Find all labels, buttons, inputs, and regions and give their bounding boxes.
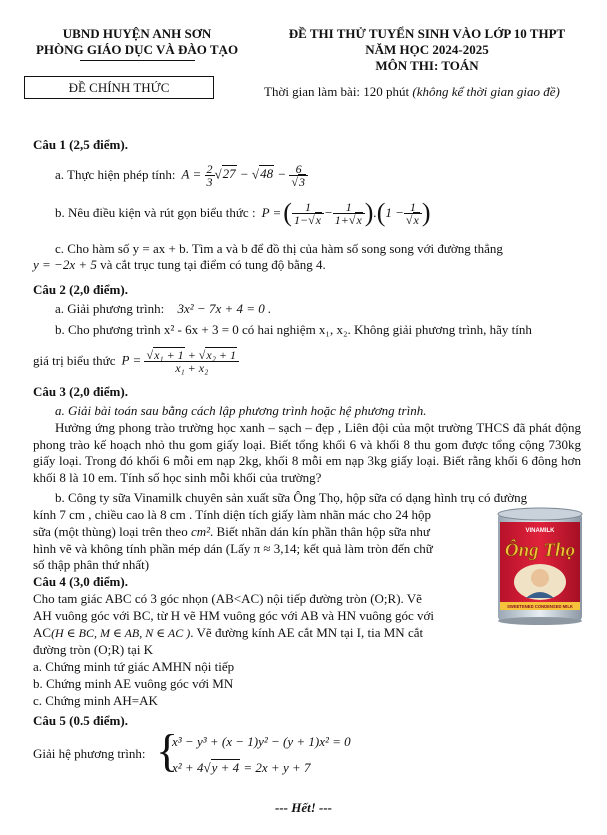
q3b-line1: b. Công ty sữa Vinamilk chuyên sản xuất sữa Ông Thọ, hộp sữa có dạng hình trụ có đường xyxy=(55,490,528,505)
system-eq2: x² + 4√y + 4 = 2x + y + 7 xyxy=(172,760,311,775)
q4b: b. Chứng minh AE vuông góc với MN xyxy=(33,676,234,691)
q3b-line5: số thập phân thứ nhất) xyxy=(33,557,150,572)
portrait-face xyxy=(531,569,549,587)
q3b-line4: hình vẽ và không tính phần mép dán (Lấy π ≈ 3,14; kết quả làm tròn đến chữ xyxy=(33,541,433,556)
q1c-rest: và cắt trục tung tại điểm có tung độ bằng 4. xyxy=(96,257,326,272)
q3b-line2: kính 7 cm , chiều cao là 8 cm . Tính diện tích giấy làm nhãn mác cho 24 hộp xyxy=(33,507,431,522)
department-name: PHÒNG GIÁO DỤC VÀ ĐÀO TẠO xyxy=(35,42,239,57)
q4-title: Câu 4 (3,0 điểm). xyxy=(33,574,128,589)
q1b xyxy=(55,196,431,230)
q3b-line3b: . Biết nhãn dán kín phần thân hộp sữa như xyxy=(210,524,430,539)
time-note: (không kể thời gian giao đề) xyxy=(412,84,560,99)
q1c-line1: c. Cho hàm số y = ax + b. Tìm a và b để đồ thị của hàm số song song với đường thẳng xyxy=(55,241,503,256)
q1a-text: a. Thực hiện phép tính: xyxy=(55,167,176,182)
end-marker: --- Hết! --- xyxy=(274,800,333,815)
q1-title: Câu 1 (2,5 điểm). xyxy=(33,137,128,152)
milk-can-image xyxy=(494,506,586,626)
system-brace: { xyxy=(156,725,179,776)
can-lid xyxy=(498,508,582,520)
q2b-text2: giá trị biểu thức xyxy=(33,353,116,368)
q1b-text: b. Nêu điều kiện và rút gọn biểu thức : xyxy=(55,205,256,220)
q4-line3a: AC xyxy=(33,625,52,640)
q1b-formula: P = ( $\frac{1}{1-√x}$ − $\frac{1}{1+√x}$ ) . ( 1 − $\frac{1}{√x}$ ) xyxy=(261,198,431,227)
q3b-line3 xyxy=(33,524,430,540)
q2-title: Câu 2 (2,0 điểm). xyxy=(33,282,128,297)
time-text: Thời gian làm bài: 120 phút xyxy=(264,84,410,99)
q2b-line1: b. Cho phương trình x² - 6x + 3 = 0 có hai nghiệm x₁, x₂. Không giải phương trình, hãy tính xyxy=(55,322,532,337)
q2b-formula: P = $\frac{\text{√x₁ + 1 + √x₂ + 1}}{\text{x₁ + x₂}}$ xyxy=(122,349,239,374)
label-text: SWEETENED CONDENSED MILK xyxy=(507,604,573,609)
q1c-line-eq: y = −2x + 5 xyxy=(33,257,97,272)
system-eq1: x³ − y³ + (x − 1)y² − (y + 1)x² = 0 xyxy=(172,734,351,749)
official-box xyxy=(24,76,214,99)
q3a-body: Hưởng ứng phong trào trường học xanh – sạch – đẹp , Liên đội của một trường THCS đã phát động phong trào kế hoạch nhỏ thu gom giấy loại. Biết tổng khối 6 và khối 8 thu gom được tổng cộng 730kg giấy loại. Trong đó khối 6 mỗi em nạp 2kg, khối 8 mỗi em nạp 3kg giấy loại. Biết rằng khối 6 đông hơn khối 8 là 10 em. Tính số học sinh mỗi khối của trường? xyxy=(33,420,581,485)
exam-title: ĐỀ THI THỬ TUYỂN SINH VÀO LỚP 10 THPT xyxy=(288,26,566,41)
q2a-eq: 3x² − 7x + 4 = 0 . xyxy=(177,301,272,316)
q4-line2: AH vuông góc với BC, từ H vẽ HM vuông góc với AB và HN vuông góc với xyxy=(33,608,435,623)
can-base xyxy=(498,617,582,625)
subject: MÔN THI: TOÁN xyxy=(375,58,479,73)
q1a xyxy=(55,158,308,192)
header-underline-left xyxy=(80,60,195,61)
brand-text: VINAMILK xyxy=(525,528,555,534)
q1a-formula: A = $\frac{2}{3}$ √27 − √48 − $\frac{6}{√3}$ xyxy=(182,163,308,188)
q4-line1: Cho tam giác ABC có 3 góc nhọn (AB<AC) nội tiếp đường tròn (O;R). Vẽ xyxy=(33,591,422,606)
q2a xyxy=(55,301,271,317)
q4a: a. Chứng minh tứ giác AMHN nội tiếp xyxy=(33,659,235,674)
district-name: UBND HUYỆN ANH SƠN xyxy=(62,26,212,41)
time-line xyxy=(264,84,560,100)
q1c-line2 xyxy=(33,257,326,273)
q2a-text: a. Giải phương trình: xyxy=(55,301,165,316)
q3b-unit: cm² xyxy=(190,524,211,539)
q4-line3b: (H ∈ BC, M ∈ AB, N ∈ AC ) xyxy=(51,626,191,640)
product-name: Ông Thọ xyxy=(504,540,576,561)
q4-line3 xyxy=(33,625,423,641)
q5-text: Giải hệ phương trình: xyxy=(33,746,146,761)
q3-title: Câu 3 (2,0 điểm). xyxy=(33,384,128,399)
q4-line4: đường tròn (O;R) tại K xyxy=(33,642,154,657)
q3a-heading: a. Giải bài toán sau bằng cách lập phương trình hoặc hệ phương trình. xyxy=(55,403,427,418)
official-label: ĐỀ CHÍNH THỨC xyxy=(68,80,170,95)
q4-line3c: . Vẽ đường kính AE cắt MN tại I, tia MN cắt xyxy=(190,625,424,640)
q3b-line3a: sữa (một thùng) loại trên theo xyxy=(33,524,188,539)
q4c: c. Chứng minh AH=AK xyxy=(33,693,158,708)
school-year: NĂM HỌC 2024-2025 xyxy=(365,42,489,57)
q2b-line2 xyxy=(33,343,239,379)
q5-title: Câu 5 (0.5 điểm). xyxy=(33,713,128,728)
